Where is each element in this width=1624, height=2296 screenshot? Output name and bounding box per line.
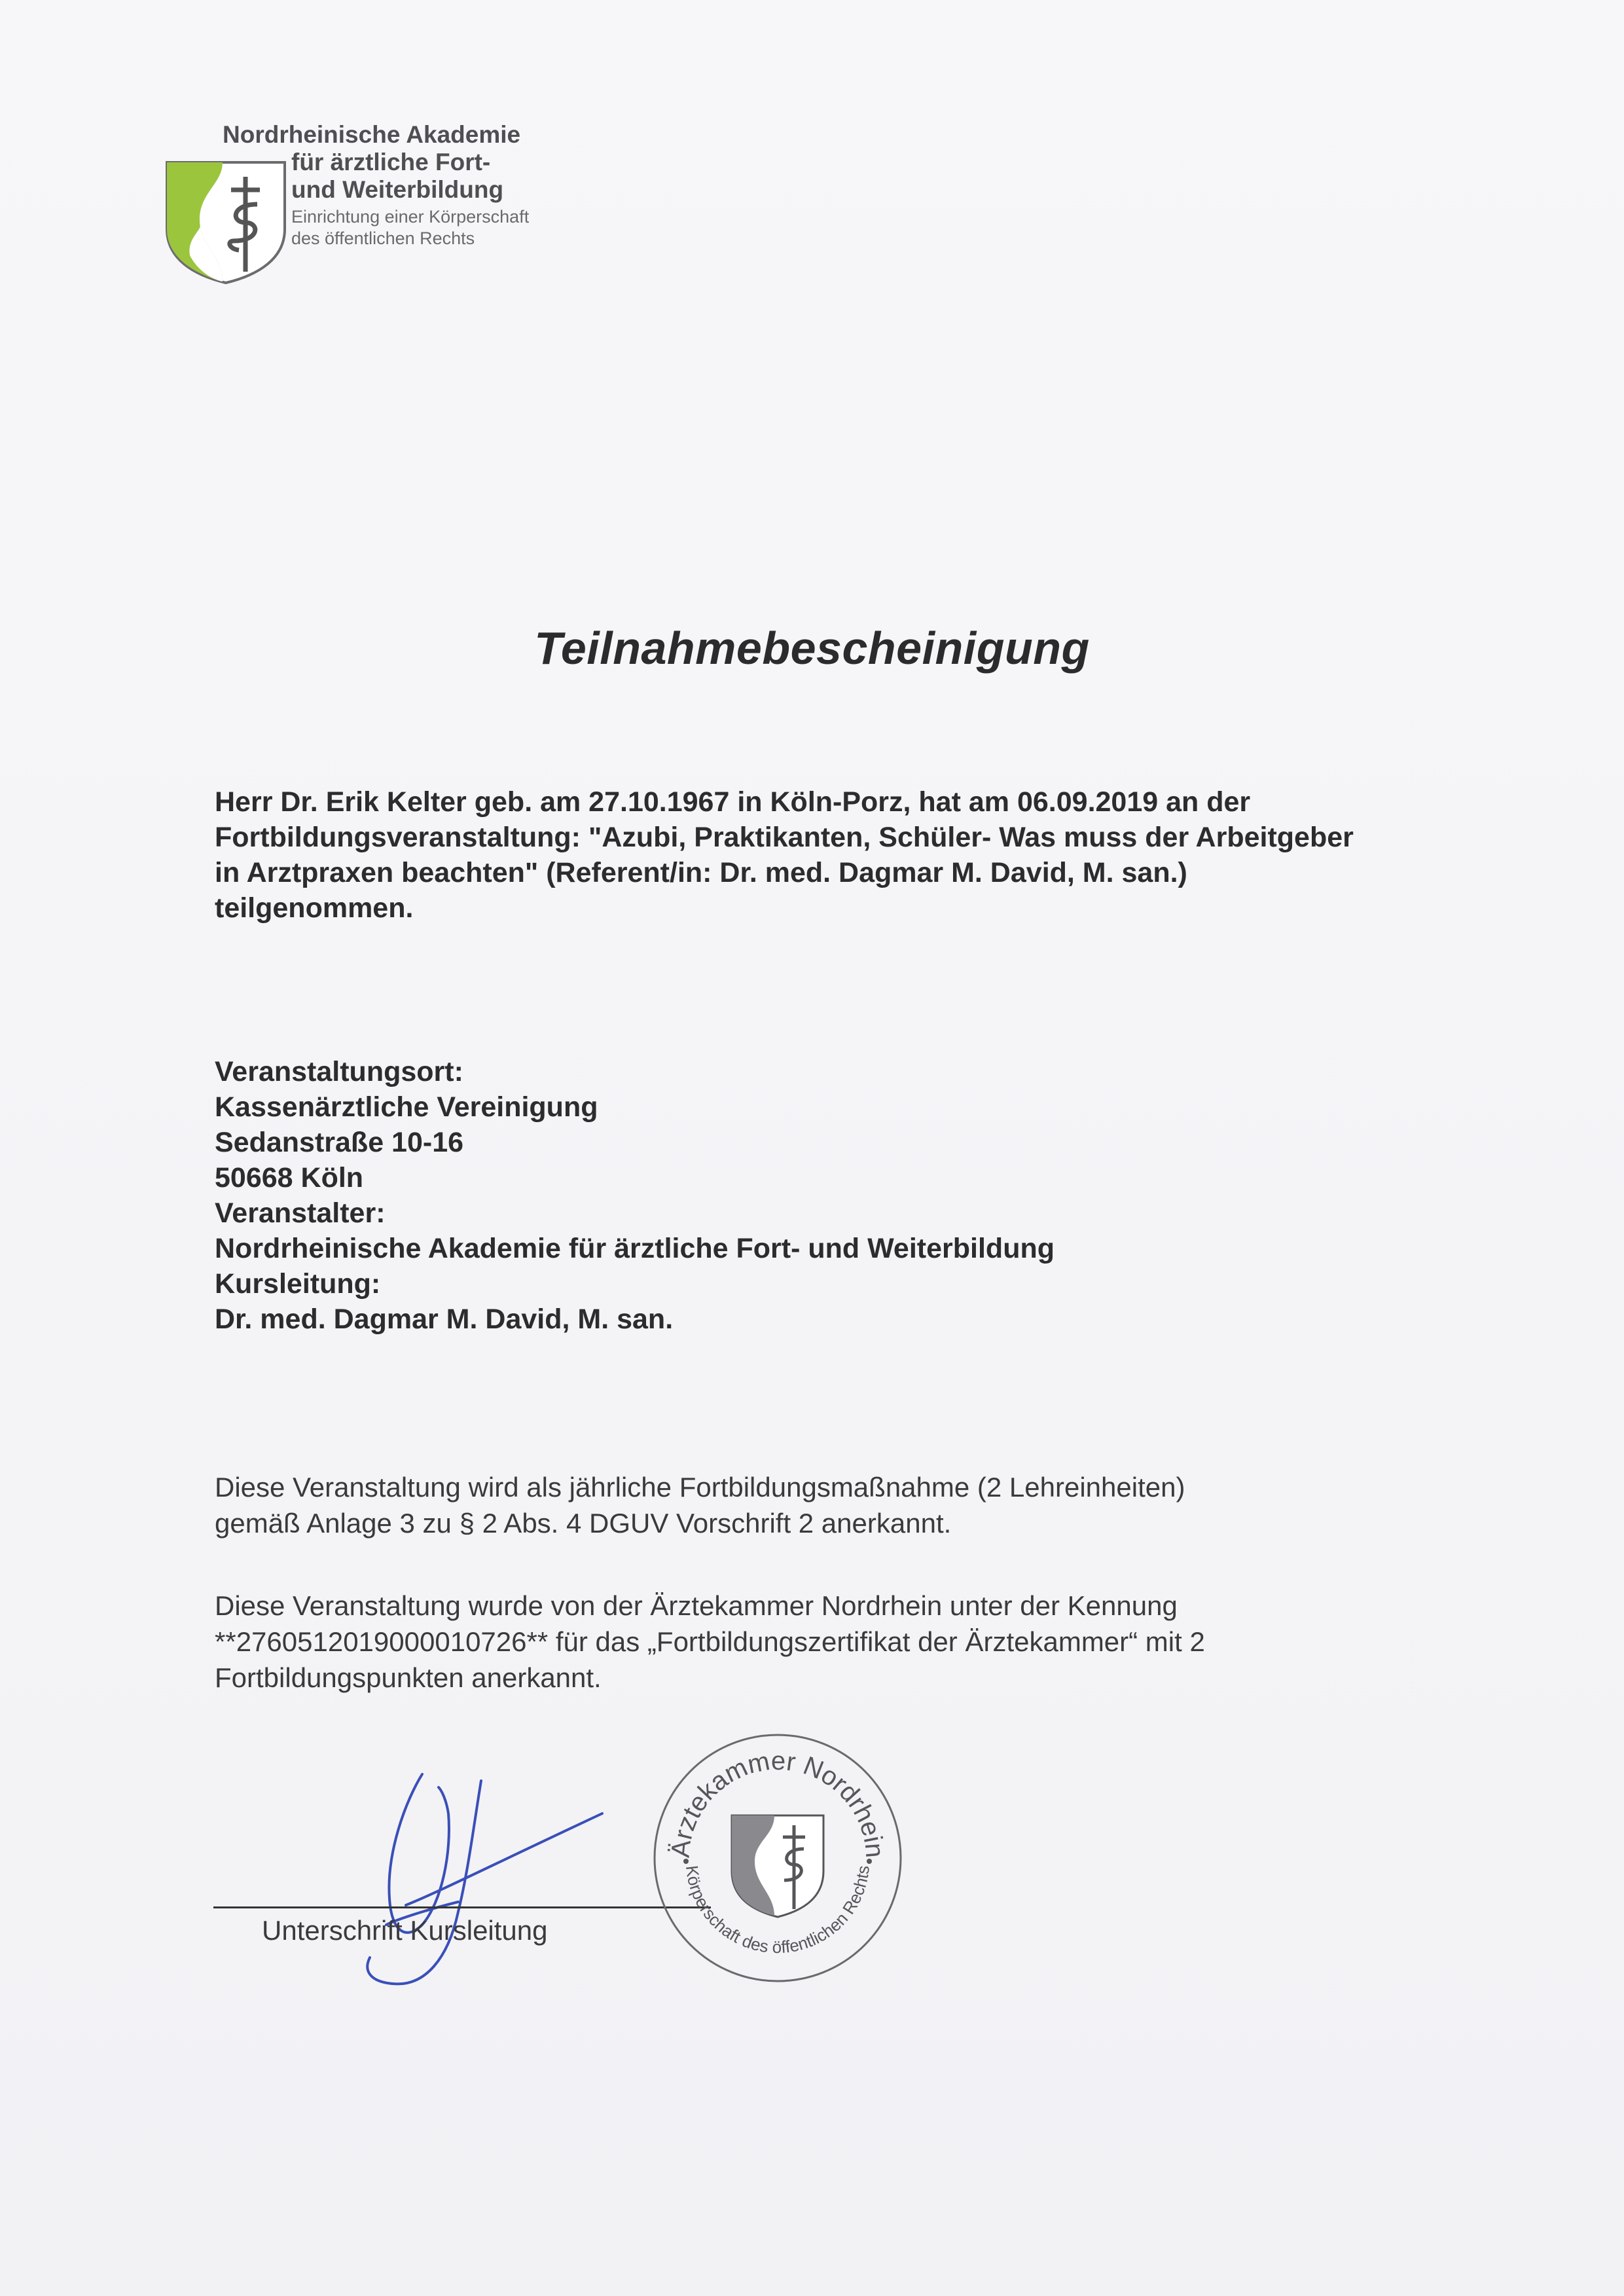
- dguv-recognition: [215, 1469, 1185, 1541]
- logo-line: Nordrheinische Akademie: [223, 121, 521, 148]
- logo-subline: Einrichtung einer Körperschaft: [291, 207, 530, 227]
- venue-name: Kassenärztliche Vereinigung: [215, 1091, 598, 1123]
- official-stamp: [640, 1721, 915, 1995]
- logo-text: [223, 121, 529, 249]
- logo-subline: des öffentlichen Rechts: [291, 228, 475, 248]
- handwritten-signature: [308, 1761, 622, 1997]
- logo-line: und Weiterbildung: [291, 176, 504, 203]
- document-title: Teilnahmebescheinigung: [534, 623, 1090, 674]
- academy-logo: [160, 121, 553, 285]
- venue-label: Veranstaltungsort:: [215, 1056, 463, 1087]
- venue-city: 50668 Köln: [215, 1162, 364, 1194]
- signature-line: [213, 1906, 711, 1908]
- recognition-line: Diese Veranstaltung wurde von der Ärztekammer Nordrhein unter der Kennung: [215, 1590, 1178, 1621]
- signature-label: Unterschrift Kursleitung: [262, 1915, 548, 1946]
- recognition-line: Fortbildungspunkten anerkannt.: [215, 1662, 602, 1693]
- stamp-shield-icon: [732, 1815, 823, 1917]
- statement-line: in Arztpraxen beachten" (Referent/in: Dr. med. Dagmar M. David, M. san.): [215, 857, 1187, 888]
- recognition-line: **276051201900001​0726** für das „Fortbildungszertifikat der Ärztekammer“ mit 2: [215, 1626, 1205, 1657]
- statement-line: Fortbildungsveranstaltung: "Azubi, Praktikanten, Schüler- Was muss der Arbeitgeber: [215, 822, 1354, 853]
- recognition-line: gemäß Anlage 3 zu § 2 Abs. 4 DGUV Vorschrift 2 anerkannt.: [215, 1508, 952, 1539]
- course-lead-label: Kursleitung:: [215, 1268, 381, 1300]
- statement-line: teilgenommen.: [215, 892, 414, 924]
- course-lead-name: Dr. med. Dagmar M. David, M. san.: [215, 1303, 674, 1335]
- organizer-name: Nordrheinische Akademie für ärztliche Fort- und Weiterbildung: [215, 1233, 1055, 1264]
- statement-line: Herr Dr. Erik Kelter geb. am 27.10.1967 in Köln-Porz, hat am 06.09.2019 an der: [215, 786, 1251, 818]
- participation-statement: [215, 784, 1354, 926]
- stamp-bottom-text: Körperschaft des öffentlichen Rechts: [681, 1864, 873, 1958]
- organizer-label: Veranstalter:: [215, 1197, 386, 1229]
- venue-details: [215, 1054, 1055, 1337]
- logo-line: für ärztliche Fort-: [291, 149, 491, 175]
- chamber-recognition: [215, 1588, 1205, 1696]
- stamp-top-text: Ärztekammer Nordrhein: [666, 1746, 890, 1859]
- venue-street: Sedanstraße 10-16: [215, 1127, 464, 1158]
- recognition-line: Diese Veranstaltung wird als jährliche Fortbildungsmaßnahme (2 Lehreinheiten): [215, 1472, 1185, 1503]
